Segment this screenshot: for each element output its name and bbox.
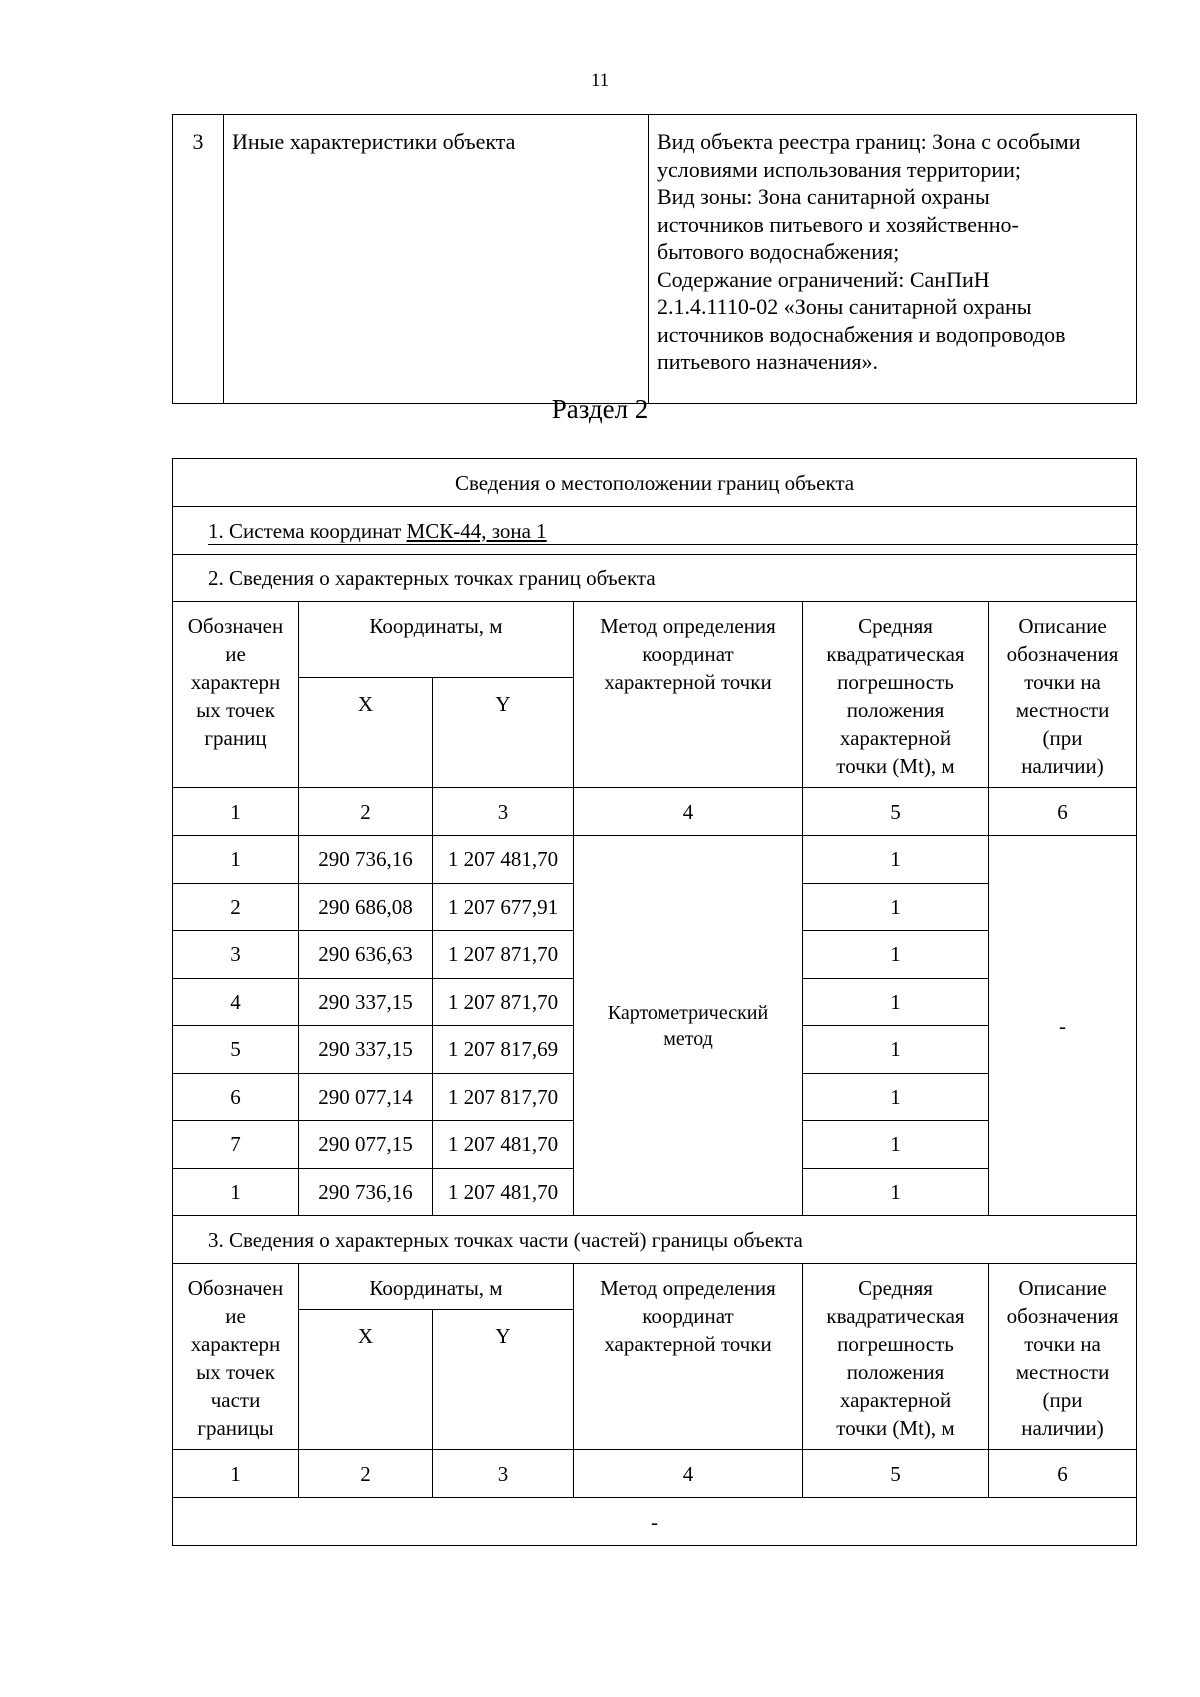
value-line: источников водоснабжения и водопроводов [657,321,1066,347]
header-error: Средняя квадратическая погрешность положения характерной точки (Mt), м [803,602,989,788]
table-title: Сведения о местоположении границ объекта [173,459,1137,507]
parts-header-y: Y [433,1310,574,1450]
point-number: 5 [173,1026,299,1074]
column-number: 3 [433,1450,574,1498]
point-mt: 1 [803,1121,989,1169]
column-number: 6 [989,788,1137,836]
value-line: Вид объекта реестра границ: Зона с особыми [657,129,1081,154]
value-line: Вид зоны: Зона санитарной охраны [657,184,990,209]
parts-header-x: X [299,1310,433,1450]
point-x: 290 337,15 [299,978,433,1026]
point-x: 290 077,15 [299,1121,433,1169]
point-mt: 1 [803,931,989,979]
point-mt: 1 [803,1168,989,1216]
parts-empty-cell: - [173,1498,1137,1546]
object-characteristics-table [172,114,1137,404]
point-y: 1 207 677,91 [433,883,574,931]
point-x: 290 736,16 [299,1168,433,1216]
table-row [173,1498,1137,1546]
row-number: 3 [173,115,224,404]
parts-header-description: Описание обозначения точки на местности (при наличии) [989,1264,1137,1450]
header-coordinates: Координаты, м [299,602,574,678]
point-mt: 1 [803,883,989,931]
parts-section-title: 3. Сведения о характерных точках части (частей) границы объекта [173,1216,1137,1264]
point-y: 1 207 817,70 [433,1073,574,1121]
method-cell [574,836,803,1216]
column-number: 1 [173,1450,299,1498]
point-y: 1 207 817,69 [433,1026,574,1074]
column-number: 5 [803,788,989,836]
point-y: 1 207 871,70 [433,978,574,1026]
parts-header-method: Метод определения координат характерной точки [574,1264,803,1450]
point-mt: 1 [803,1073,989,1121]
column-number-row [173,1450,1137,1498]
characteristic-label: Иные характеристики объекта [224,115,649,404]
column-number: 1 [173,788,299,836]
value-line: 2.1.4.1110-02 «Зоны санитарной охраны [657,294,1032,319]
table-row [173,555,1137,602]
value-line: источников питьевого и хозяйственно- [657,211,1019,237]
table-row [173,507,1137,555]
point-number: 3 [173,931,299,979]
point-number: 1 [173,1168,299,1216]
point-y: 1 207 481,70 [433,1168,574,1216]
method-line: Картометрический [607,1001,769,1024]
point-number: 6 [173,1073,299,1121]
header-y: Y [433,678,574,788]
description-cell: - [989,836,1137,1216]
parts-header-designation: Обозначен ие характерн ых точек части границы [173,1264,299,1450]
point-number: 1 [173,836,299,884]
point-x: 290 636,63 [299,931,433,979]
boundary-location-table [172,458,1137,1546]
value-line: условиями использования территории; [657,156,1021,182]
point-mt: 1 [803,836,989,884]
point-number: 7 [173,1121,299,1169]
point-x: 290 686,08 [299,883,433,931]
point-number: 4 [173,978,299,1026]
column-number: 3 [433,788,574,836]
column-number: 2 [299,788,433,836]
table-row [173,115,1137,404]
point-x: 290 337,15 [299,1026,433,1074]
table-row [173,459,1137,507]
value-line: бытового водоснабжения; [657,239,900,264]
column-number: 5 [803,1450,989,1498]
parts-header-coordinates: Координаты, м [299,1264,574,1310]
value-line: Содержание ограничений: СанПиН [657,266,990,292]
header-designation: Обозначен ие характерн ых точек границ [173,602,299,788]
point-x: 290 077,14 [299,1073,433,1121]
point-mt: 1 [803,1026,989,1074]
header-description: Описание обозначения точки на местности (при наличии) [989,602,1137,788]
coordinate-system-label: 1. Система координат [208,518,407,543]
characteristic-value [649,115,1137,404]
column-number-row [173,788,1137,836]
header-x: X [299,678,433,788]
column-number: 2 [299,1450,433,1498]
value-line: питьевого назначения». [657,349,879,374]
coordinate-system-cell [173,507,1137,555]
method-line: метод [663,1027,713,1050]
parts-header-error: Средняя квадратическая погрешность положения характерной точки (Mt), м [803,1264,989,1450]
coordinate-system-value: МСК-44, зона 1 [406,518,547,543]
header-row [173,602,1137,678]
point-number: 2 [173,883,299,931]
section-title: Раздел 2 [551,394,649,424]
point-y: 1 207 871,70 [433,931,574,979]
header-row [173,1264,1137,1310]
column-number: 4 [574,1450,803,1498]
column-number: 6 [989,1450,1137,1498]
points-section-title: 2. Сведения о характерных точках границ объекта [173,555,1137,602]
table-row [173,1216,1137,1264]
point-y: 1 207 481,70 [433,1121,574,1169]
point-y: 1 207 481,70 [433,836,574,884]
header-method: Метод определения координат характерной точки [574,602,803,788]
point-mt: 1 [803,978,989,1026]
point-x: 290 736,16 [299,836,433,884]
table-row [173,836,1137,884]
column-number: 4 [574,788,803,836]
page-number: 11 [590,70,610,91]
